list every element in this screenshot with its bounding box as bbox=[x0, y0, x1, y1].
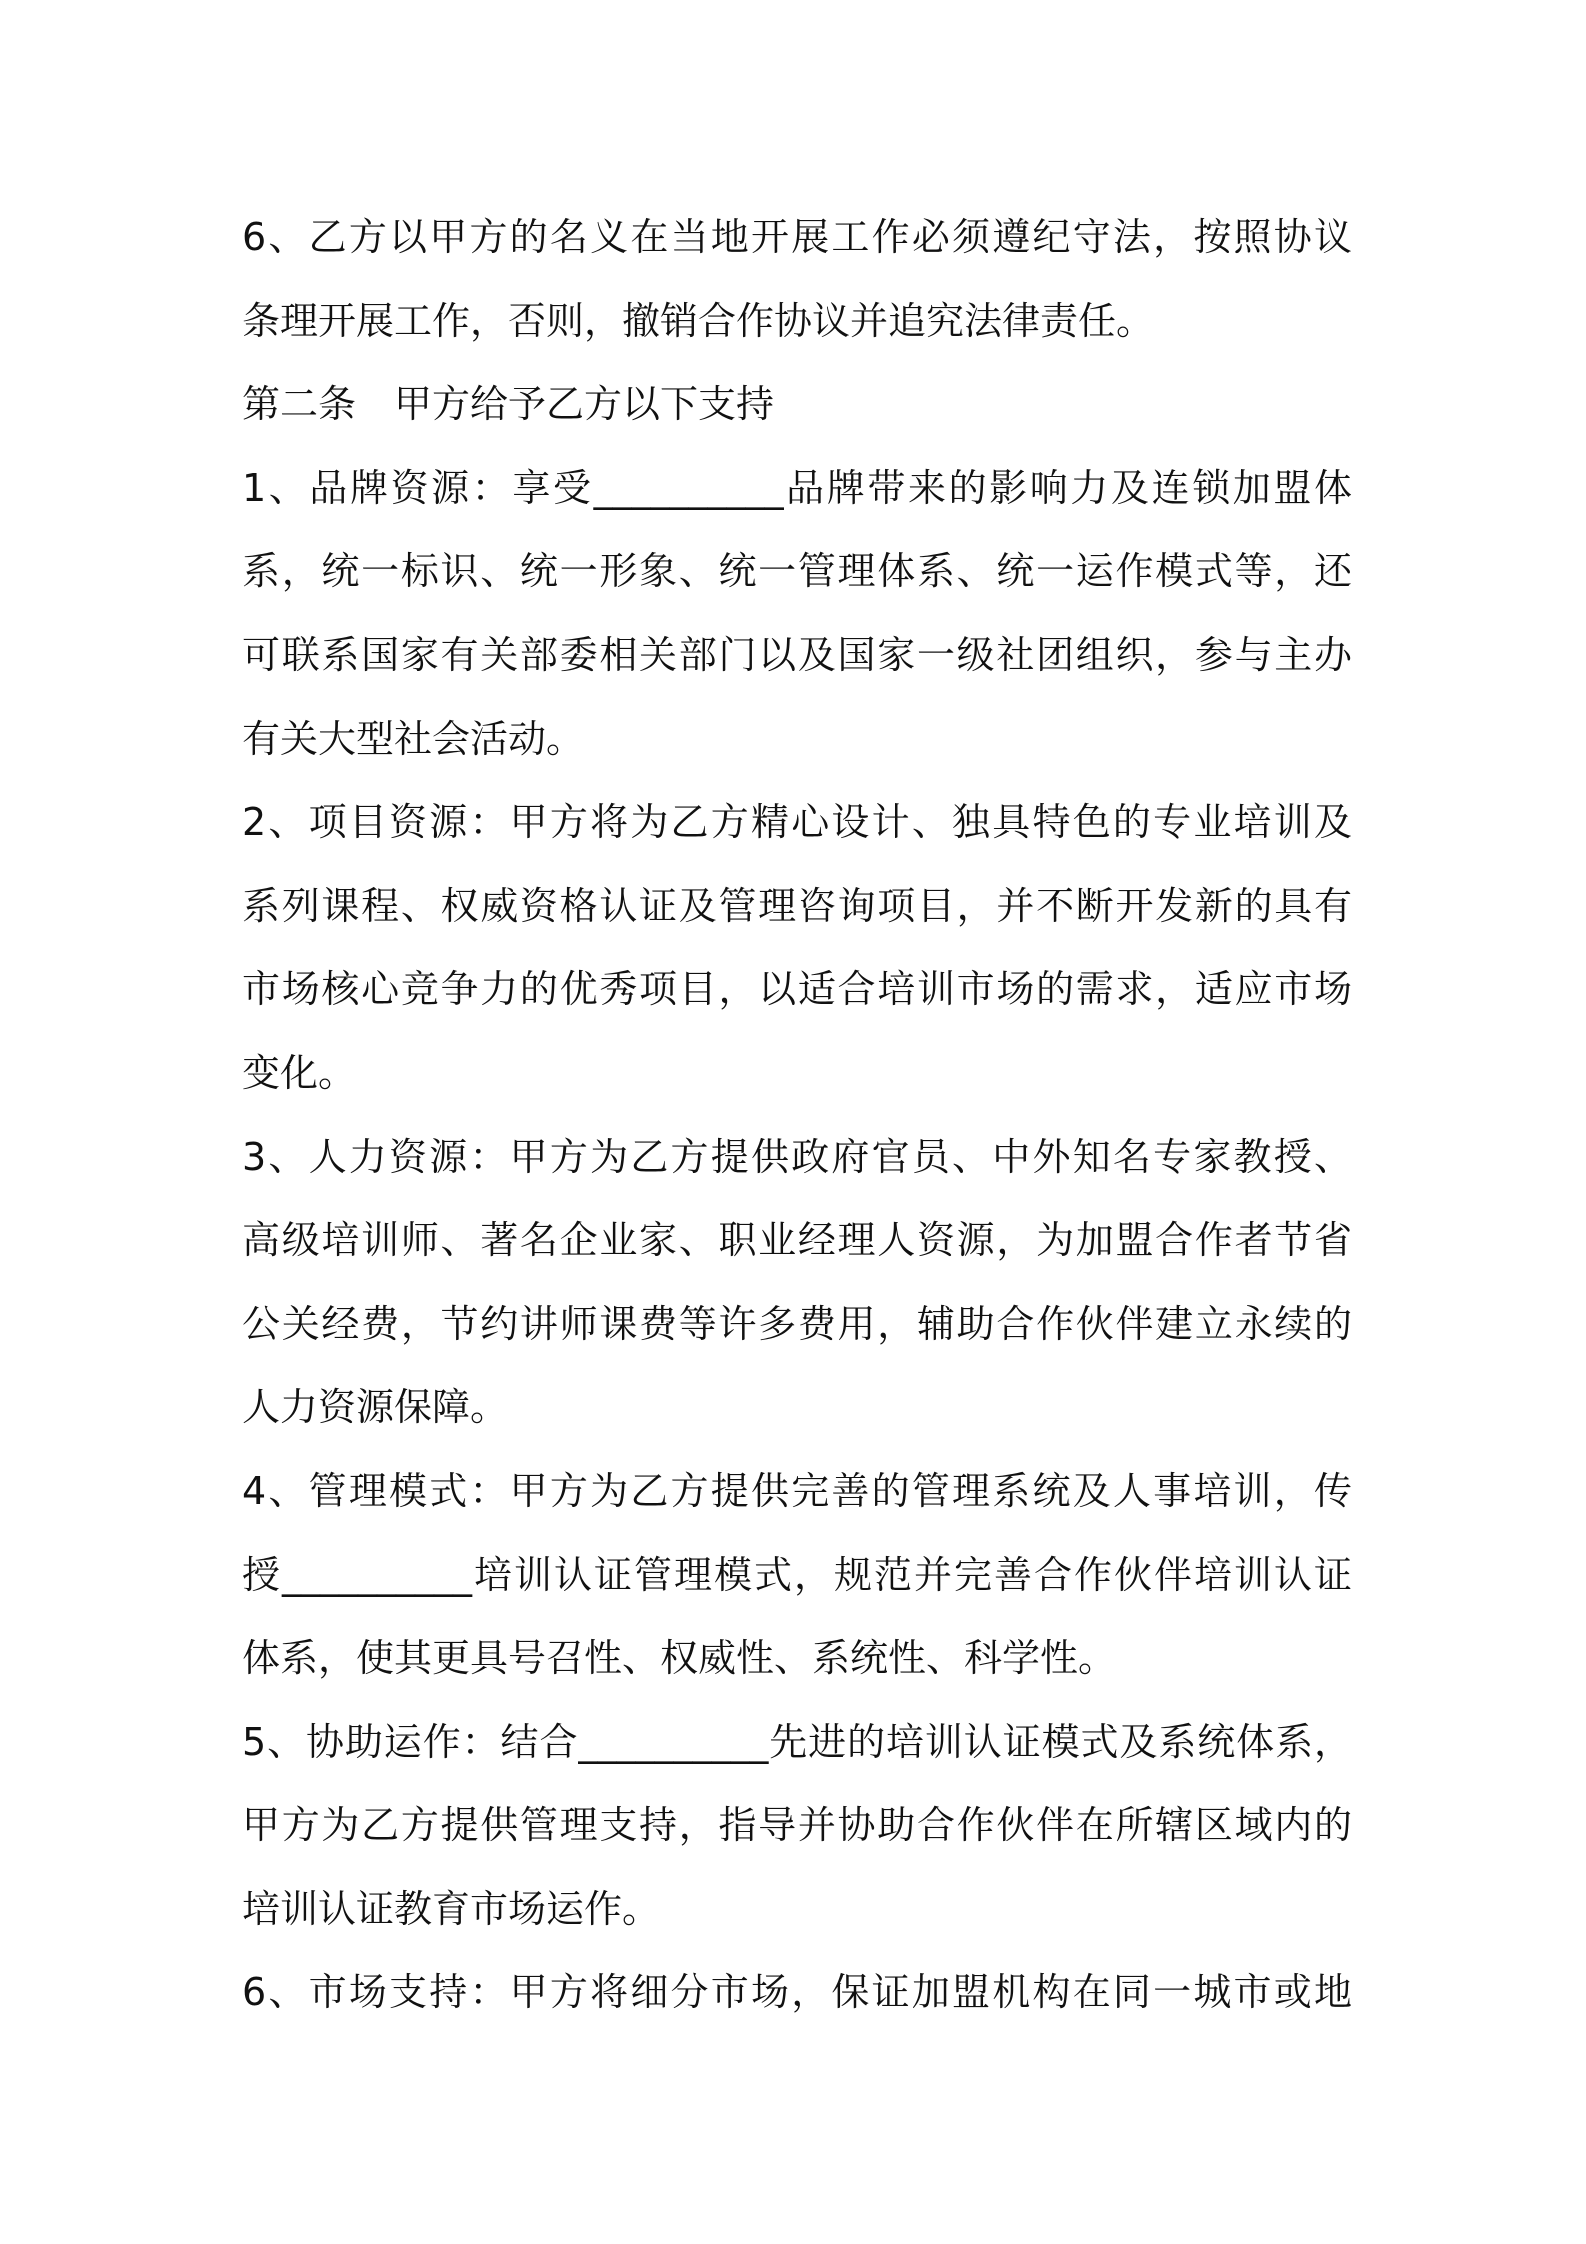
text-line-14: 公关经费，节约讲师课费等许多费用，辅助合作伙伴建立永续的 bbox=[242, 1301, 1352, 1346]
text-line-12: 3、人力资源：甲方为乙方提供政府官员、中外知名专家教授、 bbox=[242, 1134, 1352, 1179]
text-line-4: 1、品牌资源：享受__________品牌带来的影响力及连锁加盟体 bbox=[242, 465, 1352, 510]
text-line-9: 系列课程、权威资格认证及管理咨询项目，并不断开发新的具有 bbox=[242, 883, 1352, 928]
text-line-17: 授__________培训认证管理模式，规范并完善合作伙伴培训认证 bbox=[242, 1552, 1352, 1597]
text-line-7: 有关大型社会活动。 bbox=[242, 716, 585, 761]
text-line-5: 系，统一标识、统一形象、统一管理体系、统一运作模式等，还 bbox=[242, 549, 1352, 594]
text-line-16: 4、管理模式：甲方为乙方提供完善的管理系统及人事培训，传 bbox=[242, 1468, 1352, 1513]
text-line-18: 体系，使其更具号召性、权威性、系统性、科学性。 bbox=[242, 1636, 1117, 1681]
text-line-22: 6、市场支持：甲方将细分市场，保证加盟机构在同一城市或地 bbox=[242, 1970, 1352, 2015]
text-line-8: 2、项目资源：甲方将为乙方精心设计、独具特色的专业培训及 bbox=[242, 800, 1352, 845]
text-line-6: 可联系国家有关部委相关部门以及国家一级社团组织，参与主办 bbox=[242, 632, 1352, 677]
section-heading: 第二条 甲方给予乙方以下支持 bbox=[242, 382, 775, 427]
text-line-21: 培训认证教育市场运作。 bbox=[242, 1886, 661, 1931]
text-line-10: 市场核心竞争力的优秀项目，以适合培训市场的需求，适应市场 bbox=[242, 967, 1352, 1012]
text-line-13: 高级培训师、著名企业家、职业经理人资源，为加盟合作者节省 bbox=[242, 1218, 1352, 1263]
document-body bbox=[242, 196, 1372, 2035]
text-line-19: 5、协助运作：结合__________先进的培训认证模式及系统体系， bbox=[242, 1719, 1352, 1764]
text-line-2: 条理开展工作，否则，撤销合作协议并追究法律责任。 bbox=[242, 298, 1155, 343]
text-line-20: 甲方为乙方提供管理支持，指导并协助合作伙伴在所辖区域内的 bbox=[242, 1803, 1352, 1848]
text-line-11: 变化。 bbox=[242, 1050, 357, 1095]
text-line-15: 人力资源保障。 bbox=[242, 1385, 509, 1430]
text-line-1: 6、乙方以甲方的名义在当地开展工作必须遵纪守法，按照协议 bbox=[242, 215, 1352, 259]
